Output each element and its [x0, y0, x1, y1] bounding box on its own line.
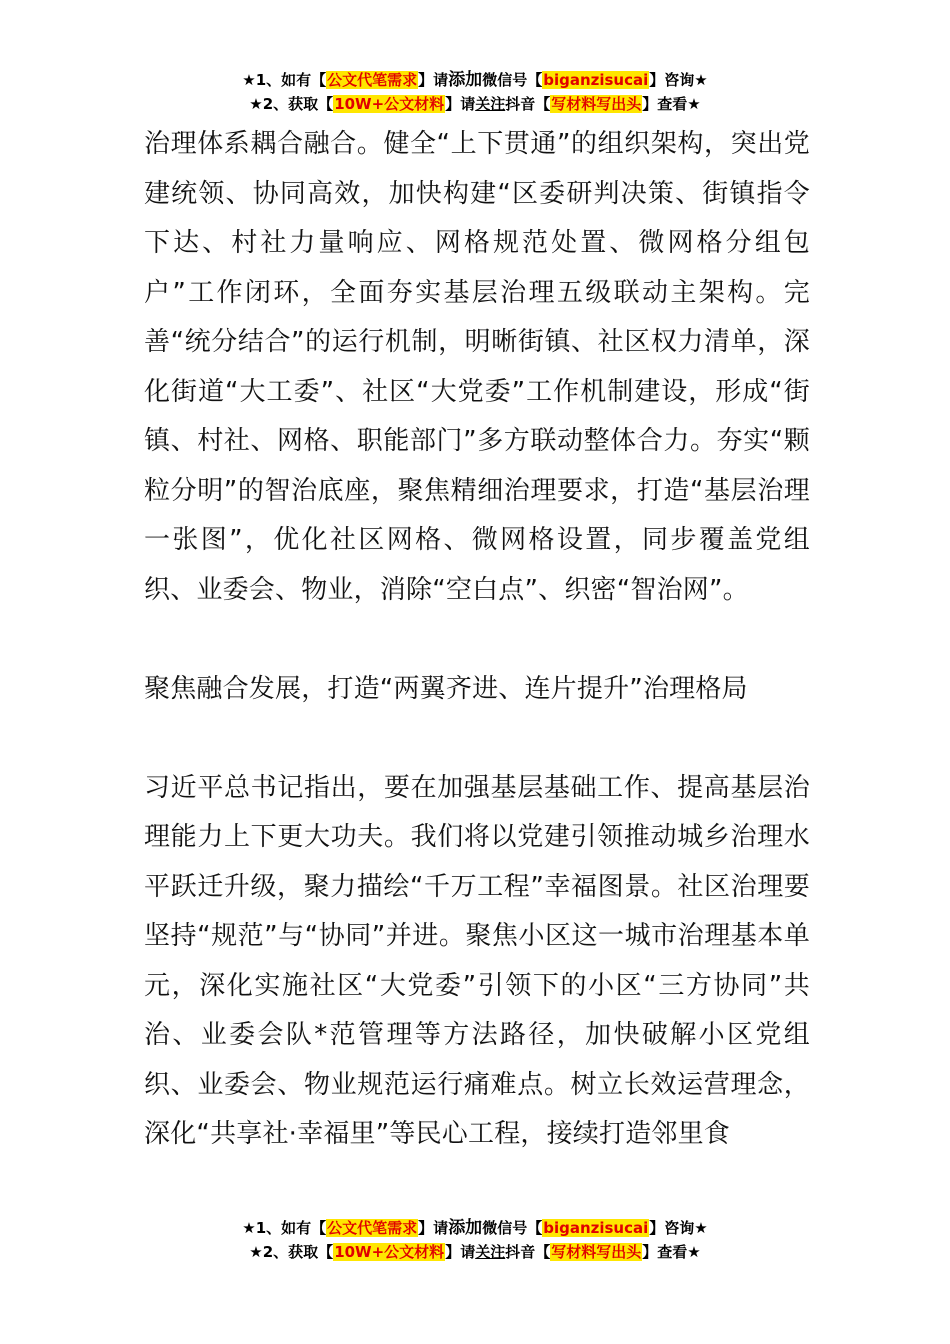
highlight-douyin-account: 写材料写出头: [551, 1243, 642, 1261]
emphasis-add: 添加: [448, 1218, 483, 1238]
paragraph-spacer: [144, 714, 810, 764]
section-heading: 聚焦融合发展，打造“两翼齐进、连片提升”治理格局: [144, 673, 748, 704]
banner-line-1: ★1、如有【公文代笔需求】请添加微信号【biganzisucai】咨询★: [242, 1218, 708, 1238]
document-body: [144, 120, 810, 1160]
highlight-writing-service: 公文代笔需求: [327, 1219, 418, 1237]
highlight-wechat-id: biganzisucai: [543, 71, 649, 89]
paragraph-2: 习近平总书记指出，要在加强基层基础工作、提高基层治理能力上下更大功夫。我们将以党建引领推动城乡治理水平跃迁升级，聚力描绘“千万工程”幸福图景。社区治理要坚持“规范”与“协同”并进。聚焦小区这一城市治理基本单元，深化实施社区“大党委”引领下的小区“三方协同”共治、业委会队*范管理等方法路径，加快破解小区党组织、业委会、物业规范运行痛难点。树立长效运营理念，深化“共享社·幸福里”等民心工程，接续打造邻里食: [144, 772, 810, 1149]
emphasis-follow: 关注: [475, 95, 506, 113]
banner-line-2: ★2、获取【10W+公文材料】请关注抖音【写材料写出头】查看★: [249, 1243, 701, 1261]
paragraph-1: 治理体系耦合融合。健全“上下贯通”的组织架构，突出党建统领、协同高效，加快构建“区委研判决策、街镇指令下达、村社力量响应、网格规范处置、微网格分组包户”工作闭环，全面夯实基层治理五级联动主架构。完善“统分结合”的运行机制，明晰街镇、社区权力清单，深化街道“大工委”、社区“大党委”工作机制建设，形成“街镇、村社、网格、职能部门”多方联动整体合力。夯实“颗粒分明”的智治底座，聚焦精细治理要求，打造“基层治理一张图”，优化社区网格、微网格设置，同步覆盖党组织、业委会、物业，消除“空白点”、织密“智治网”。: [144, 129, 810, 605]
footer-banner: [0, 1216, 950, 1264]
header-banner: [0, 68, 950, 116]
highlight-writing-service: 公文代笔需求: [327, 71, 418, 89]
emphasis-follow: 关注: [475, 1243, 506, 1261]
highlight-materials: 10W+公文材料: [334, 95, 445, 113]
highlight-materials: 10W+公文材料: [334, 1243, 445, 1261]
highlight-douyin-account: 写材料写出头: [551, 95, 642, 113]
highlight-wechat-id: biganzisucai: [543, 1219, 649, 1237]
banner-line-2: ★2、获取【10W+公文材料】请关注抖音【写材料写出头】查看★: [249, 95, 701, 113]
emphasis-add: 添加: [448, 70, 483, 90]
banner-line-1: ★1、如有【公文代笔需求】请添加微信号【biganzisucai】咨询★: [242, 70, 708, 90]
paragraph-spacer: [144, 615, 810, 665]
